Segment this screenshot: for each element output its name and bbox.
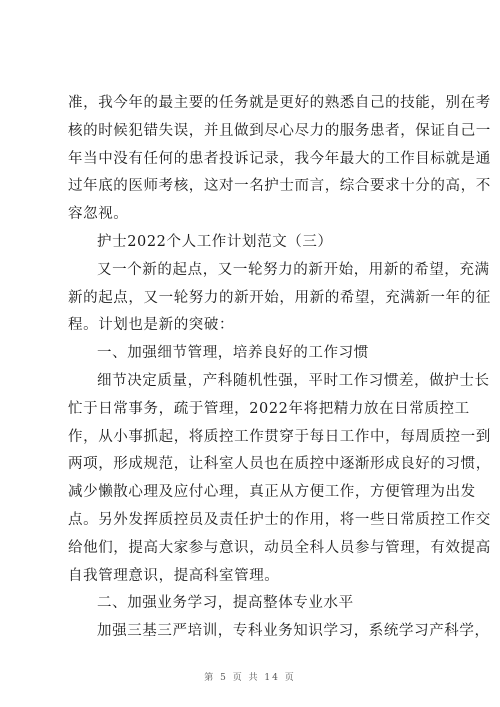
text-line: 过年底的医师考核，这对一名护士而言，综合要求十分的高，不 <box>68 178 491 195</box>
text-line: 两项，形成规范，让科室人员也在质控中逐渐形成良好的习惯， <box>68 456 491 473</box>
text-line: 点。另外发挥质控员及责任护士的作用，将一些日常质控工作交 <box>68 511 491 528</box>
text-line: 程。计划也是新的突破： <box>68 317 235 334</box>
text-line: 给他们，提高大家参与意识，动员全科人员参与管理，有效提高 <box>68 539 491 556</box>
text-line: 又一个新的起点，又一轮努力的新开始，用新的希望，充满 <box>97 261 490 278</box>
text-line: 加强三基三严培训，专科业务知识学习，系统学习产科学， <box>97 623 490 640</box>
text-line: 减少懒散心理及应付心理，真正从方便工作，方便管理为出发 <box>68 484 476 501</box>
text-line: 一、加强细节管理，培养良好的工作习惯 <box>97 345 369 362</box>
text-line: 忙于日常事务，疏于管理，2022年将把精力放在日常质控工 <box>68 400 470 417</box>
text-line: 作，从小事抓起，将质控工作贯穿于每日工作中，每周质控一到 <box>68 428 491 445</box>
text-line: 准，我今年的最主要的任务就是更好的熟悉自己的技能，别在考 <box>68 95 491 111</box>
text-line: 年当中没有任何的患者投诉记录，我今年最大的工作目标就是通 <box>68 150 491 167</box>
text-line: 二、加强业务学习，提高整体专业水平 <box>97 595 354 612</box>
text-line: 自我管理意识，提高科室管理。 <box>68 567 280 584</box>
document-body <box>68 90 491 646</box>
page-footer: 第 5 页 共 14 页 <box>204 673 296 683</box>
text-line: 容忽视。 <box>68 206 129 223</box>
text-line: 新的起点，又一轮努力的新开始，用新的希望，充满新一年的征 <box>68 289 491 306</box>
text-line: 细节决定质量，产科随机性强，平时工作习惯差，做护士长 <box>97 372 490 389</box>
text-line: 护士2022个人工作计划范文（三） <box>97 233 333 250</box>
text-line: 核的时候犯错失误，并且做到尽心尽力的服务患者，保证自己一 <box>68 122 491 139</box>
